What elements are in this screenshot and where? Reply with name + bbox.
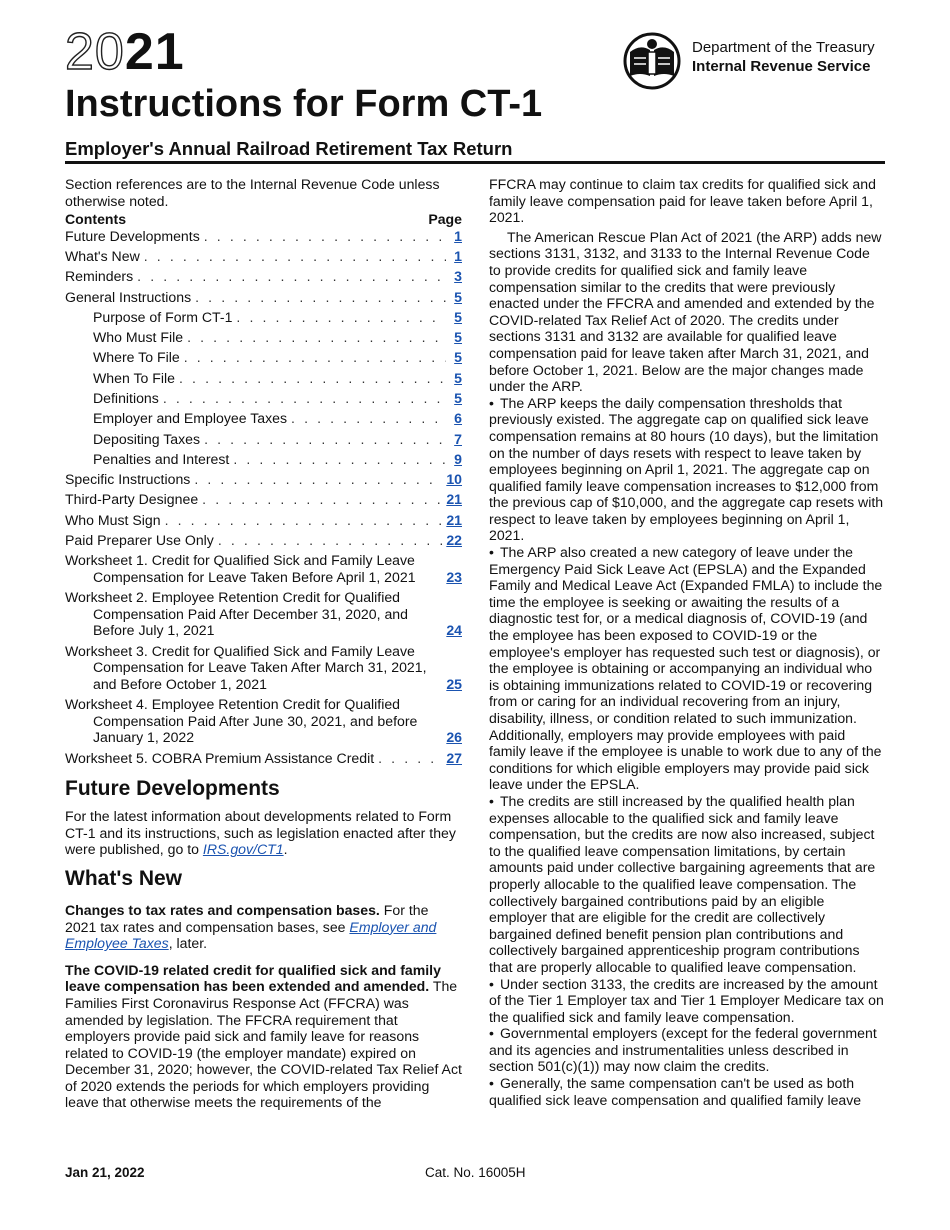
toc-entry[interactable] (65, 268, 462, 285)
toc-page-link[interactable]: 1 (454, 248, 462, 265)
toc-entry-label: Employer and Employee Taxes (93, 410, 288, 427)
employer-employee-taxes-link[interactable]: Employer and Employee Taxes (65, 918, 437, 952)
toc-entry-label: What's New (65, 248, 140, 265)
future-text-after: . (283, 841, 288, 858)
toc-entry-label: Who Must File (93, 329, 184, 346)
toc-entry[interactable] (65, 329, 462, 346)
arp-change-item: • Governmental employers (except for the federal government and its agencies and instrumentalities unless described in section 501(c)(1)) may now claim the credits. (489, 1025, 885, 1075)
arp-change-item: • The ARP keeps the daily compensation thresholds that previously existed. The aggregate cap on qualified sick leave compensation remains at 80 hours (10 days), but the limitation on the number of days resets with respect to leave taken by employees beginning on April 1, 2021. The aggregate cap on qualified family leave compensation increases to $12,000 from the previous cap of $10,000, and the aggregate cap resets with respect to leave taken by employees beginning on April 1, 2021. (489, 395, 885, 544)
toc-entry[interactable] (65, 589, 462, 639)
toc-leader-dots (233, 451, 446, 468)
toc-entry-label: Definitions (93, 390, 159, 407)
toc-entry-label: Worksheet 5. COBRA Premium Assistance Credit (65, 749, 375, 766)
toc-page-link[interactable]: 6 (454, 410, 462, 427)
future-text-before: For the latest information about developments related to Form CT-1 and its instructions, such as legislation enacted after they were published, go to (65, 808, 456, 858)
toc-entry-label: Purpose of Form CT-1 (93, 308, 233, 325)
ffcra-continued: FFCRA may continue to claim tax credits for qualified sick and family leave compensation paid for leave taken before April 1, 2021. (489, 176, 876, 226)
toc-page-link[interactable]: 1 (454, 227, 462, 244)
toc-entry-label: Worksheet 4. Employee Retention Credit for Qualified Compensation Paid After June 30, 2021, and before January 1, 2022 (65, 696, 418, 746)
toc-leader-dots (202, 491, 442, 508)
toc-entry[interactable] (65, 431, 462, 448)
covid-credit-text: The Families First Coronavirus Response Act (FFCRA) was amended by legislation. The FFCRA requirement that employers provide paid sick and family leave for reasons related to COVID-19 (the employer mandate) expired on December 31, 2020; however, the COVID-related Tax Relief Act of 2020 extends the periods for which employers providing leave that otherwise meets the requirements of the (65, 978, 462, 1111)
toc-entry[interactable] (65, 750, 462, 767)
toc-page-link[interactable]: 25 (446, 675, 462, 692)
toc-page-link[interactable]: 5 (454, 288, 462, 305)
toc-entry[interactable] (65, 309, 462, 326)
toc-entry-label: Reminders (65, 268, 134, 285)
irs-ct1-link[interactable]: IRS.gov/CT1 (202, 841, 284, 858)
toc-entry-label: Depositing Taxes (93, 430, 201, 447)
toc-leader-dots (187, 329, 446, 346)
toc-entry[interactable] (65, 248, 462, 265)
covid-credit-paragraph (65, 962, 462, 1111)
arp-paragraph: The American Rescue Plan Act of 2021 (the ARP) adds new sections 3131, 3132, and 3133 to the Internal Revenue Code to provide credits for qualified sick and family leave compensation similar to the credits that were previously enacted under the FFCRA and amended and extended by the COVID-related Tax Relief Act of 2020. The credits under sections 3131 and 3132 are available for qualified leave compensation paid for leave taken after March 31, 2021, and before October 1, 2021. Below are the major changes made under the ARP. (489, 228, 882, 395)
toc-entry-label: Where To File (93, 349, 180, 366)
toc-entry[interactable] (65, 491, 462, 508)
toc-entry-label: Future Developments (65, 227, 200, 244)
toc-leader-dots (378, 750, 442, 767)
toc-entry[interactable] (65, 532, 462, 549)
agency-block (620, 32, 885, 90)
toc-entry-label: Specific Instructions (65, 471, 191, 488)
toc-leader-dots (218, 532, 442, 549)
toc-leader-dots (204, 228, 446, 245)
agency-irs: Internal Revenue Service (692, 58, 871, 75)
toc-entry[interactable] (65, 552, 462, 585)
toc-page-link[interactable]: 24 (446, 622, 462, 639)
toc-entry-label: Worksheet 3. Credit for Qualified Sick and Family Leave Compensation for Leave Taken After March 31, 2021, and Before October 1, 2021 (65, 642, 427, 692)
toc-leader-dots (195, 289, 446, 306)
toc-entry-label: General Instructions (65, 288, 192, 305)
toc-entry[interactable] (65, 228, 462, 245)
toc-entry[interactable] (65, 512, 462, 529)
toc-page-link[interactable]: 10 (446, 471, 462, 488)
arp-change-item: • The credits are still increased by the qualified health plan expenses allocable to the qualified sick and family leave compensation, but the credits are now also increased, subject to the qualified leave compensation limitations, by certain amounts paid under collective bargaining agreements that are properly allocable to the qualified leave compensation. The collectively bargained contributions paid by an eligible employer that are eligible for the credit are collectively bargained defined benefit pension plan contributions and collectively bargained apprenticeship program contributions that are properly allocable to qualified leave compensation. (489, 793, 885, 976)
toc-entry[interactable] (65, 696, 462, 746)
header-divider (65, 161, 885, 164)
toc-page-heading: Page (428, 211, 462, 228)
toc-heading: Contents (65, 211, 127, 228)
toc-leader-dots (204, 431, 446, 448)
toc-page-link[interactable]: 9 (454, 450, 462, 467)
toc-entry-label: Who Must Sign (65, 511, 161, 528)
toc-page-link[interactable]: 5 (454, 369, 462, 386)
toc-entry-label: Worksheet 1. Credit for Qualified Sick and Family Leave Compensation for Leave Taken Before April 1, 2021 (65, 552, 416, 585)
toc-entry[interactable] (65, 349, 462, 366)
toc-leader-dots (291, 410, 446, 427)
irs-eagle-logo-icon (620, 32, 684, 90)
toc-header (65, 211, 462, 228)
toc-entry[interactable] (65, 289, 462, 306)
toc-leader-dots (179, 370, 446, 387)
toc-page-link[interactable]: 5 (454, 308, 462, 325)
tax-rates-paragraph (65, 902, 462, 952)
toc-entry[interactable] (65, 643, 462, 693)
page-subtitle: Employer's Annual Railroad Retirement Tax Return (65, 138, 513, 159)
toc-page-link[interactable]: 21 (446, 491, 462, 508)
toc-page-link[interactable]: 26 (446, 729, 462, 746)
catalog-number: Cat. No. 16005H (425, 1165, 526, 1180)
year-solid: 21 (124, 23, 185, 81)
toc-leader-dots (163, 390, 446, 407)
toc-leader-dots (194, 471, 442, 488)
covid-credit-lead: The COVID-19 related credit for qualified sick and family leave compensation has been extended and amended. (65, 961, 441, 995)
toc-entry-label: Penalties and Interest (93, 450, 230, 467)
arp-change-item: • Generally, the same compensation can't be used as both qualified sick leave compensation and qualified family leave (489, 1075, 885, 1108)
toc-entry-label: Worksheet 2. Employee Retention Credit for Qualified Compensation Paid After December 31, 2020, and Before July 1, 2021 (65, 589, 408, 639)
agency-department: Department of the Treasury (692, 39, 875, 56)
year-outline: 20 (65, 23, 125, 81)
revision-date: Jan 21, 2022 (65, 1165, 145, 1180)
toc-leader-dots (184, 349, 446, 366)
right-column (489, 176, 885, 1108)
toc-entry[interactable] (65, 471, 462, 488)
toc-page-link[interactable]: 5 (454, 329, 462, 346)
toc-page-link[interactable]: 21 (446, 511, 462, 528)
toc-leader-dots (137, 268, 446, 285)
toc-page-link[interactable]: 23 (446, 568, 462, 585)
tax-rates-text: For the 2021 tax rates and compensation bases, see (65, 901, 429, 935)
toc-leader-dots (236, 309, 446, 326)
toc-entry-label: Paid Preparer Use Only (65, 532, 214, 548)
tax-rates-after: , later. (168, 935, 208, 952)
toc-entry[interactable] (65, 370, 462, 387)
toc-entry[interactable] (65, 410, 462, 427)
toc-leader-dots (165, 512, 443, 529)
table-of-contents (65, 228, 462, 766)
toc-entry-label: When To File (93, 369, 175, 386)
form-year (65, 24, 185, 80)
page-title: Instructions for Form CT-1 (65, 83, 543, 125)
whats-new-heading: What's New (65, 866, 183, 890)
toc-page-link[interactable]: 27 (446, 749, 462, 766)
future-developments-text (65, 808, 462, 858)
toc-page-link[interactable]: 3 (454, 268, 462, 285)
tax-rates-lead: Changes to tax rates and compensation bases. (65, 901, 380, 918)
toc-leader-dots (144, 248, 446, 265)
arp-change-item: • Under section 3133, the credits are increased by the amount of the Tier 1 Employer tax and Tier 1 Employer Medicare tax on the qualified sick and family leave compensation. (489, 976, 885, 1026)
future-developments-heading: Future Developments (65, 777, 280, 801)
toc-entry[interactable] (65, 451, 462, 468)
toc-page-link[interactable]: 7 (454, 430, 462, 447)
intro-text: Section references are to the Internal Revenue Code unless otherwise noted. (65, 176, 440, 209)
toc-page-link[interactable]: 5 (454, 390, 462, 407)
toc-page-link[interactable]: 5 (454, 349, 462, 366)
arp-changes-list (489, 395, 885, 1109)
toc-entry[interactable] (65, 390, 462, 407)
toc-page-link[interactable]: 22 (446, 532, 462, 548)
arp-change-item: • The ARP also created a new category of leave under the Emergency Paid Sick Leave Act (EPSLA) and the Expanded Family and Medical Leave Act (Expanded FMLA) to include the time the employee is seeking or awaiting the results of a diagnostic test for, or a medical diagnosis of, COVID-19 (and the employee has been exposed to COVID-19 or the employee's employer has requested such test or diagnosis), or the employee is obtaining or accompanying an individual who is obtaining immunizations related to COVID-19 or recovering from or caring for an individual recovering from an injury, disability, illness, or condition related to such immunization. Additionally, employers may provide employees with paid family leave if the employee is unable to work due to any of the conditions for which eligible employers may provide paid sick leave under the EPSLA. (489, 544, 885, 793)
left-column (65, 176, 462, 1111)
toc-entry-label: Third-Party Designee (65, 491, 199, 508)
